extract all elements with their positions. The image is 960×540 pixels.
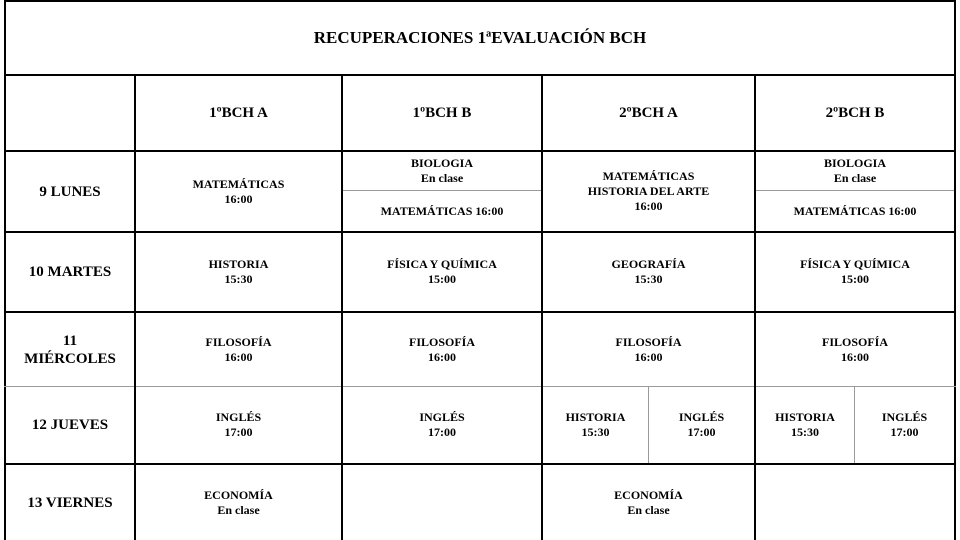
header-1bch-b [343, 76, 541, 150]
time: 16:00 [634, 199, 663, 213]
cell-lunes-2bch-b-top [756, 152, 954, 190]
time: 15:30 [791, 425, 819, 439]
subject: MATEMÁTICAS [192, 176, 285, 191]
page-title [4, 0, 956, 76]
time: 16:00 [841, 349, 869, 364]
subject: FILOSOFÍA [821, 334, 888, 349]
time: 17:00 [428, 425, 456, 439]
subject: FILOSOFÍA [615, 334, 682, 349]
cell-lunes-1bch-b-top [343, 152, 541, 190]
header-1bch-a [136, 76, 341, 150]
table-right-border [954, 74, 956, 540]
cell-martes-2bch-b [756, 233, 954, 311]
cell-lunes-1bch-a [136, 152, 341, 231]
time: 16:00 [224, 349, 253, 364]
subject: ECONOMÍA [614, 487, 683, 502]
subject: GEOGRAFÍA [611, 257, 686, 271]
note: En clase [833, 171, 877, 185]
cell-jueves-2bch-a-right [649, 387, 754, 463]
note: En clase [627, 502, 670, 517]
day-martes [6, 233, 134, 311]
subject: BIOLOGIA [410, 156, 473, 170]
day-jueves [6, 387, 134, 463]
cell-miercoles-1bch-a [136, 313, 341, 386]
cell-jueves-1bch-a [136, 387, 341, 463]
cell-miercoles-2bch-a [543, 313, 754, 386]
subject: BIOLOGIA [823, 156, 886, 170]
subject: INGLÉS [215, 410, 262, 424]
day-lunes [6, 152, 134, 231]
header-2bch-b [756, 76, 954, 150]
cell-miercoles-2bch-b [756, 313, 954, 386]
title-text: RECUPERACIONES 1ªEVALUACIÓN BCH [313, 28, 647, 47]
time: 16:00 [224, 191, 253, 206]
note: En clase [420, 171, 464, 185]
subject: HISTORIA [208, 257, 269, 271]
subject-time: MATEMÁTICAS 16:00 [380, 203, 504, 218]
cell-miercoles-1bch-b [343, 313, 541, 386]
header-label: 1ºBCH A [209, 104, 268, 121]
header-label: 2ºBCH A [619, 104, 678, 121]
day-viernes [6, 465, 134, 540]
subject: HISTORIA DEL ARTE [587, 184, 710, 198]
subject: INGLÉS [419, 410, 465, 424]
cell-martes-1bch-b [343, 233, 541, 311]
time: 17:00 [224, 425, 253, 439]
day-label-line2: MIÉRCOLES [24, 350, 116, 367]
time: 15:30 [224, 272, 253, 286]
day-label: 9 LUNES [39, 183, 101, 200]
subject: HISTORIA [565, 410, 626, 424]
header-2bch-a [543, 76, 754, 150]
day-label: 10 MARTES [28, 264, 112, 280]
cell-viernes-2bch-b-empty [756, 465, 954, 540]
day-label: 12 JUEVES [31, 417, 109, 433]
time: 15:00 [428, 272, 456, 286]
header-label: 1ºBCH B [412, 104, 472, 121]
subject: ECONOMÍA [204, 487, 273, 502]
cell-lunes-2bch-b-bottom [756, 191, 954, 231]
day-label-line1: 11 [62, 332, 78, 349]
note: En clase [217, 502, 260, 517]
cell-viernes-2bch-a [543, 465, 754, 540]
time: 16:00 [634, 349, 663, 364]
time: 16:00 [428, 349, 456, 364]
day-label: 13 VIERNES [27, 494, 113, 511]
header-label: 2ºBCH B [825, 104, 885, 121]
day-miercoles [6, 313, 134, 386]
cell-lunes-2bch-a [543, 152, 754, 231]
cell-martes-1bch-a [136, 233, 341, 311]
time: 15:30 [634, 272, 663, 286]
subject: FILOSOFÍA [408, 334, 475, 349]
cell-viernes-1bch-a [136, 465, 341, 540]
cell-lunes-1bch-b-bottom [343, 191, 541, 231]
cell-jueves-2bch-a-left [543, 387, 648, 463]
time: 15:30 [581, 425, 610, 439]
cell-jueves-1bch-b [343, 387, 541, 463]
cell-jueves-2bch-b-left [756, 387, 854, 463]
subject: HISTORIA [775, 410, 835, 424]
subject: MATEMÁTICAS [602, 169, 695, 183]
subject: FÍSICA Y QUÍMICA [387, 257, 497, 271]
subject-time: MATEMÁTICAS 16:00 [793, 203, 917, 218]
time: 17:00 [890, 425, 919, 439]
time: 15:00 [841, 272, 869, 286]
subject: FILOSOFÍA [205, 334, 272, 349]
subject: FÍSICA Y QUÍMICA [800, 257, 910, 271]
time: 17:00 [687, 425, 716, 439]
subject: INGLÉS [678, 410, 725, 424]
cell-viernes-1bch-b-empty [343, 465, 541, 540]
subject: INGLÉS [881, 410, 928, 424]
cell-jueves-2bch-b-right [855, 387, 954, 463]
cell-martes-2bch-a [543, 233, 754, 311]
